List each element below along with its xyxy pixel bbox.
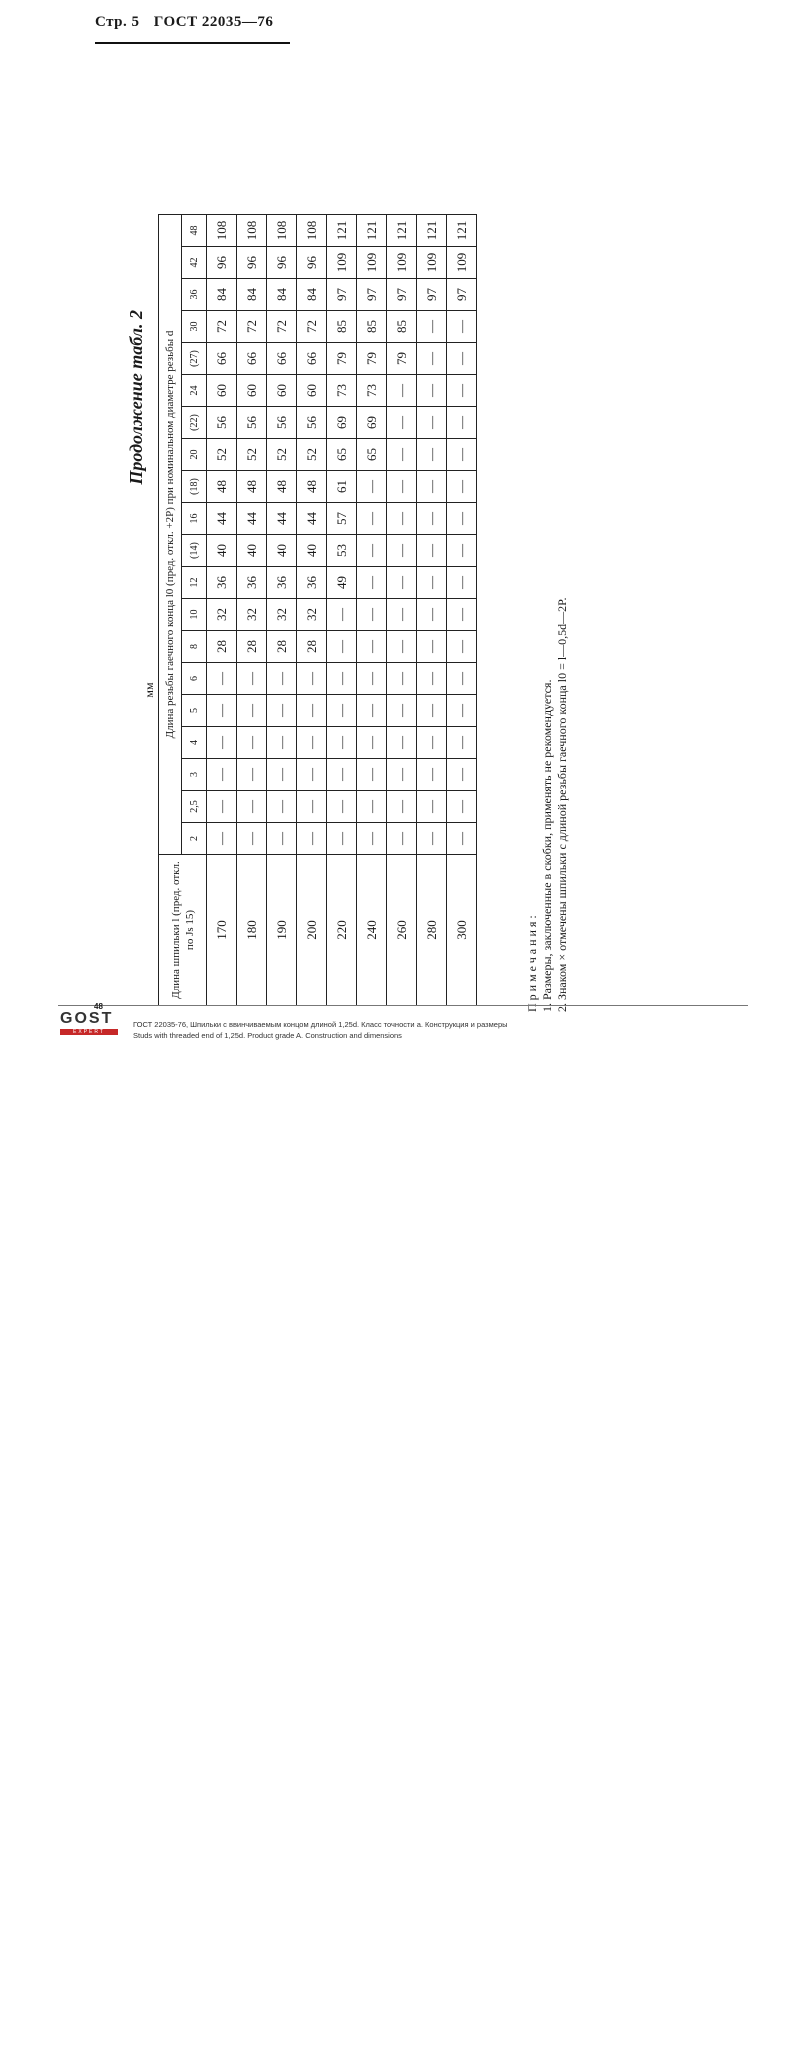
length-cell: 220 bbox=[327, 855, 357, 1006]
value-cell: 60 bbox=[267, 375, 297, 407]
table-body bbox=[207, 215, 477, 1006]
logo-page: 48 bbox=[94, 1002, 103, 1011]
value-cell: 48 bbox=[237, 471, 267, 503]
table-row bbox=[387, 215, 417, 1006]
value-cell: — bbox=[357, 695, 387, 727]
value-cell: — bbox=[297, 727, 327, 759]
value-cell: — bbox=[267, 791, 297, 823]
value-cell: — bbox=[267, 663, 297, 695]
standard-number: ГОСТ 22035—76 bbox=[153, 14, 274, 30]
diameter-cell: 10 bbox=[182, 599, 207, 631]
value-cell: — bbox=[207, 759, 237, 791]
value-cell: 97 bbox=[387, 279, 417, 311]
value-cell: — bbox=[417, 567, 447, 599]
footer-divider bbox=[58, 1005, 748, 1006]
length-cell: 180 bbox=[237, 855, 267, 1006]
value-cell: 84 bbox=[237, 279, 267, 311]
length-cell: 200 bbox=[297, 855, 327, 1006]
value-cell: — bbox=[327, 791, 357, 823]
value-cell: 96 bbox=[207, 247, 237, 279]
value-cell: — bbox=[327, 599, 357, 631]
footer-line-2: Studs with threaded end of 1,25d. Product grade A. Construction and dimensions bbox=[133, 1031, 402, 1040]
value-cell: — bbox=[387, 695, 417, 727]
length-cell: 260 bbox=[387, 855, 417, 1006]
note-1: 1. Размеры, заключенные в скобки, применять не рекомендуется. bbox=[540, 679, 554, 1012]
length-cell: 170 bbox=[207, 855, 237, 1006]
value-cell: 72 bbox=[207, 311, 237, 343]
value-cell: — bbox=[417, 663, 447, 695]
value-cell: 109 bbox=[447, 247, 477, 279]
value-cell: 84 bbox=[207, 279, 237, 311]
value-cell: — bbox=[387, 407, 417, 439]
value-cell: — bbox=[447, 663, 477, 695]
value-cell: — bbox=[207, 727, 237, 759]
value-cell: — bbox=[447, 439, 477, 471]
diameter-cell: 24 bbox=[182, 375, 207, 407]
value-cell: — bbox=[297, 695, 327, 727]
value-cell: 66 bbox=[237, 343, 267, 375]
value-cell: 109 bbox=[417, 247, 447, 279]
value-cell: 40 bbox=[207, 535, 237, 567]
diameter-cell: 5 bbox=[182, 695, 207, 727]
value-cell: 40 bbox=[267, 535, 297, 567]
diameter-cell: 4 bbox=[182, 727, 207, 759]
diameter-cell: 8 bbox=[182, 631, 207, 663]
value-cell: — bbox=[447, 823, 477, 855]
value-cell: — bbox=[387, 599, 417, 631]
value-cell: 79 bbox=[357, 343, 387, 375]
value-cell: 65 bbox=[357, 439, 387, 471]
value-cell: 72 bbox=[267, 311, 297, 343]
value-cell: — bbox=[417, 343, 447, 375]
table-row bbox=[417, 215, 447, 1006]
value-cell: — bbox=[357, 599, 387, 631]
value-cell: 40 bbox=[237, 535, 267, 567]
value-cell: 69 bbox=[327, 407, 357, 439]
value-cell: — bbox=[327, 823, 357, 855]
page-header bbox=[95, 14, 290, 44]
value-cell: — bbox=[387, 727, 417, 759]
value-cell: 66 bbox=[267, 343, 297, 375]
footer-line-1: ГОСТ 22035-76, Шпильки с ввинчиваемым концом длиной 1,25d. Класс точности а. Конструкция и размеры bbox=[133, 1020, 508, 1029]
value-cell: 108 bbox=[237, 215, 267, 247]
value-cell: — bbox=[357, 663, 387, 695]
value-cell: 96 bbox=[297, 247, 327, 279]
value-cell: 69 bbox=[357, 407, 387, 439]
diameter-cell: 2,5 bbox=[182, 791, 207, 823]
diameter-cell: 20 bbox=[182, 439, 207, 471]
value-cell: — bbox=[417, 631, 447, 663]
diameter-cell: 36 bbox=[182, 279, 207, 311]
value-cell: — bbox=[387, 567, 417, 599]
value-cell: 121 bbox=[417, 215, 447, 247]
value-cell: — bbox=[417, 823, 447, 855]
value-cell: — bbox=[447, 631, 477, 663]
diameter-cell: 16 bbox=[182, 503, 207, 535]
value-cell: — bbox=[387, 375, 417, 407]
diameter-cell: 12 bbox=[182, 567, 207, 599]
value-cell: — bbox=[357, 823, 387, 855]
value-cell: 60 bbox=[297, 375, 327, 407]
value-cell: 56 bbox=[267, 407, 297, 439]
value-cell: 96 bbox=[237, 247, 267, 279]
value-cell: 28 bbox=[297, 631, 327, 663]
value-cell: — bbox=[417, 791, 447, 823]
value-cell: 56 bbox=[297, 407, 327, 439]
value-cell: — bbox=[237, 663, 267, 695]
value-cell: 108 bbox=[267, 215, 297, 247]
diameter-cell: 30 bbox=[182, 311, 207, 343]
value-cell: — bbox=[357, 759, 387, 791]
value-cell: 28 bbox=[267, 631, 297, 663]
value-cell: — bbox=[417, 439, 447, 471]
diameter-cell: 3 bbox=[182, 759, 207, 791]
value-cell: — bbox=[267, 727, 297, 759]
table-row bbox=[327, 215, 357, 1006]
value-cell: — bbox=[387, 663, 417, 695]
value-cell: — bbox=[387, 759, 417, 791]
value-cell: — bbox=[447, 599, 477, 631]
value-cell: 85 bbox=[357, 311, 387, 343]
value-cell: — bbox=[417, 599, 447, 631]
value-cell: 72 bbox=[297, 311, 327, 343]
value-cell: 52 bbox=[207, 439, 237, 471]
value-cell: — bbox=[357, 567, 387, 599]
value-cell: 66 bbox=[207, 343, 237, 375]
value-cell: 60 bbox=[237, 375, 267, 407]
value-cell: 121 bbox=[327, 215, 357, 247]
value-cell: 36 bbox=[267, 567, 297, 599]
value-cell: 40 bbox=[297, 535, 327, 567]
diameter-cell: (18) bbox=[182, 471, 207, 503]
table-row bbox=[357, 215, 387, 1006]
value-cell: 73 bbox=[357, 375, 387, 407]
value-cell: 36 bbox=[297, 567, 327, 599]
value-cell: — bbox=[297, 823, 327, 855]
value-cell: — bbox=[357, 503, 387, 535]
value-cell: 32 bbox=[237, 599, 267, 631]
value-cell: 52 bbox=[267, 439, 297, 471]
value-cell: 60 bbox=[207, 375, 237, 407]
value-cell: 96 bbox=[267, 247, 297, 279]
table-row bbox=[237, 215, 267, 1006]
diameter-cell: (22) bbox=[182, 407, 207, 439]
value-cell: — bbox=[207, 695, 237, 727]
dimensions-table bbox=[158, 214, 477, 1006]
value-cell: — bbox=[387, 439, 417, 471]
value-cell: 121 bbox=[357, 215, 387, 247]
value-cell: 44 bbox=[207, 503, 237, 535]
diameter-cell: (14) bbox=[182, 535, 207, 567]
value-cell: — bbox=[417, 503, 447, 535]
length-header: Длина шпильки l (пред. откл. по Js 15) bbox=[159, 855, 207, 1006]
diameter-cell: 48 bbox=[182, 215, 207, 247]
value-cell: 36 bbox=[207, 567, 237, 599]
value-cell: — bbox=[327, 631, 357, 663]
value-cell: — bbox=[387, 535, 417, 567]
value-cell: — bbox=[357, 535, 387, 567]
value-cell: — bbox=[387, 471, 417, 503]
value-cell: 56 bbox=[207, 407, 237, 439]
value-cell: 57 bbox=[327, 503, 357, 535]
length-cell: 300 bbox=[447, 855, 477, 1006]
value-cell: 52 bbox=[237, 439, 267, 471]
value-cell: 66 bbox=[297, 343, 327, 375]
value-cell: — bbox=[417, 471, 447, 503]
value-cell: — bbox=[357, 791, 387, 823]
diameter-cell: 42 bbox=[182, 247, 207, 279]
diameter-row bbox=[182, 215, 207, 1006]
value-cell: — bbox=[387, 791, 417, 823]
value-cell: 97 bbox=[327, 279, 357, 311]
gost-logo bbox=[60, 1002, 120, 1036]
value-cell: — bbox=[447, 791, 477, 823]
value-cell: 79 bbox=[387, 343, 417, 375]
value-cell: 36 bbox=[237, 567, 267, 599]
value-cell: — bbox=[297, 791, 327, 823]
value-cell: 44 bbox=[267, 503, 297, 535]
value-cell: 108 bbox=[297, 215, 327, 247]
value-cell: — bbox=[417, 311, 447, 343]
note-2: 2. Знаком × отмечены шпильки с длиной резьбы гаечного конца l0 = l—0,5d—2P. bbox=[555, 597, 569, 1012]
value-cell: 72 bbox=[237, 311, 267, 343]
value-cell: — bbox=[357, 631, 387, 663]
value-cell: — bbox=[207, 791, 237, 823]
value-cell: 49 bbox=[327, 567, 357, 599]
value-cell: — bbox=[237, 791, 267, 823]
value-cell: — bbox=[267, 823, 297, 855]
value-cell: 61 bbox=[327, 471, 357, 503]
value-cell: — bbox=[417, 695, 447, 727]
value-cell: — bbox=[387, 631, 417, 663]
value-cell: — bbox=[237, 823, 267, 855]
value-cell: — bbox=[327, 695, 357, 727]
value-cell: 121 bbox=[387, 215, 417, 247]
value-cell: — bbox=[447, 471, 477, 503]
value-cell: — bbox=[267, 695, 297, 727]
value-cell: — bbox=[447, 567, 477, 599]
diameter-header: Длина резьбы гаечного конца l0 (пред. откл. +2P) при номинальном диаметре резьбы d bbox=[159, 215, 182, 855]
page-number: Стр. 5 bbox=[95, 14, 140, 30]
value-cell: — bbox=[447, 695, 477, 727]
value-cell: — bbox=[417, 535, 447, 567]
value-cell: 73 bbox=[327, 375, 357, 407]
value-cell: 84 bbox=[267, 279, 297, 311]
value-cell: 109 bbox=[357, 247, 387, 279]
value-cell: — bbox=[207, 823, 237, 855]
value-cell: — bbox=[447, 343, 477, 375]
value-cell: — bbox=[447, 759, 477, 791]
table-row bbox=[297, 215, 327, 1006]
table-row bbox=[267, 215, 297, 1006]
value-cell: 44 bbox=[237, 503, 267, 535]
value-cell: 109 bbox=[387, 247, 417, 279]
length-cell: 190 bbox=[267, 855, 297, 1006]
diameter-cell: (27) bbox=[182, 343, 207, 375]
table-row bbox=[447, 215, 477, 1006]
value-cell: 84 bbox=[297, 279, 327, 311]
value-cell: 32 bbox=[297, 599, 327, 631]
value-cell: 97 bbox=[417, 279, 447, 311]
length-cell: 280 bbox=[417, 855, 447, 1006]
value-cell: — bbox=[297, 759, 327, 791]
value-cell: 44 bbox=[297, 503, 327, 535]
value-cell: — bbox=[237, 695, 267, 727]
value-cell: — bbox=[327, 663, 357, 695]
notes bbox=[525, 597, 570, 1012]
value-cell: — bbox=[417, 375, 447, 407]
value-cell: 108 bbox=[207, 215, 237, 247]
value-cell: — bbox=[237, 727, 267, 759]
value-cell: — bbox=[447, 375, 477, 407]
value-cell: — bbox=[297, 663, 327, 695]
value-cell: 28 bbox=[237, 631, 267, 663]
length-cell: 240 bbox=[357, 855, 387, 1006]
value-cell: 28 bbox=[207, 631, 237, 663]
value-cell: 32 bbox=[207, 599, 237, 631]
value-cell: 65 bbox=[327, 439, 357, 471]
value-cell: — bbox=[357, 471, 387, 503]
logo-text: GOST bbox=[60, 1010, 114, 1027]
value-cell: 32 bbox=[267, 599, 297, 631]
value-cell: 97 bbox=[447, 279, 477, 311]
value-cell: — bbox=[387, 503, 417, 535]
value-cell: — bbox=[327, 727, 357, 759]
value-cell: — bbox=[237, 759, 267, 791]
value-cell: — bbox=[447, 535, 477, 567]
value-cell: — bbox=[267, 759, 297, 791]
value-cell: — bbox=[417, 759, 447, 791]
value-cell: 85 bbox=[387, 311, 417, 343]
table-row bbox=[207, 215, 237, 1006]
value-cell: 56 bbox=[237, 407, 267, 439]
value-cell: — bbox=[447, 503, 477, 535]
value-cell: — bbox=[447, 407, 477, 439]
diameter-cell: 6 bbox=[182, 663, 207, 695]
value-cell: 97 bbox=[357, 279, 387, 311]
table-title: Продолжение табл. 2 bbox=[126, 310, 146, 485]
value-cell: — bbox=[417, 407, 447, 439]
value-cell: 48 bbox=[267, 471, 297, 503]
value-cell: 48 bbox=[297, 471, 327, 503]
value-cell: 121 bbox=[447, 215, 477, 247]
value-cell: 109 bbox=[327, 247, 357, 279]
diameter-cell: 2 bbox=[182, 823, 207, 855]
value-cell: — bbox=[357, 727, 387, 759]
value-cell: — bbox=[327, 759, 357, 791]
value-cell: 79 bbox=[327, 343, 357, 375]
value-cell: — bbox=[417, 727, 447, 759]
value-cell: 53 bbox=[327, 535, 357, 567]
unit-label: мм bbox=[142, 682, 156, 698]
rotated-table-content bbox=[120, 50, 569, 1050]
value-cell: — bbox=[387, 823, 417, 855]
value-cell: — bbox=[207, 663, 237, 695]
value-cell: 85 bbox=[327, 311, 357, 343]
value-cell: 48 bbox=[207, 471, 237, 503]
value-cell: — bbox=[447, 727, 477, 759]
value-cell: 52 bbox=[297, 439, 327, 471]
notes-title: Примечания: bbox=[525, 912, 539, 1012]
value-cell: — bbox=[447, 311, 477, 343]
logo-bar: EXPERT bbox=[60, 1029, 118, 1035]
footer-text bbox=[133, 1019, 508, 1041]
